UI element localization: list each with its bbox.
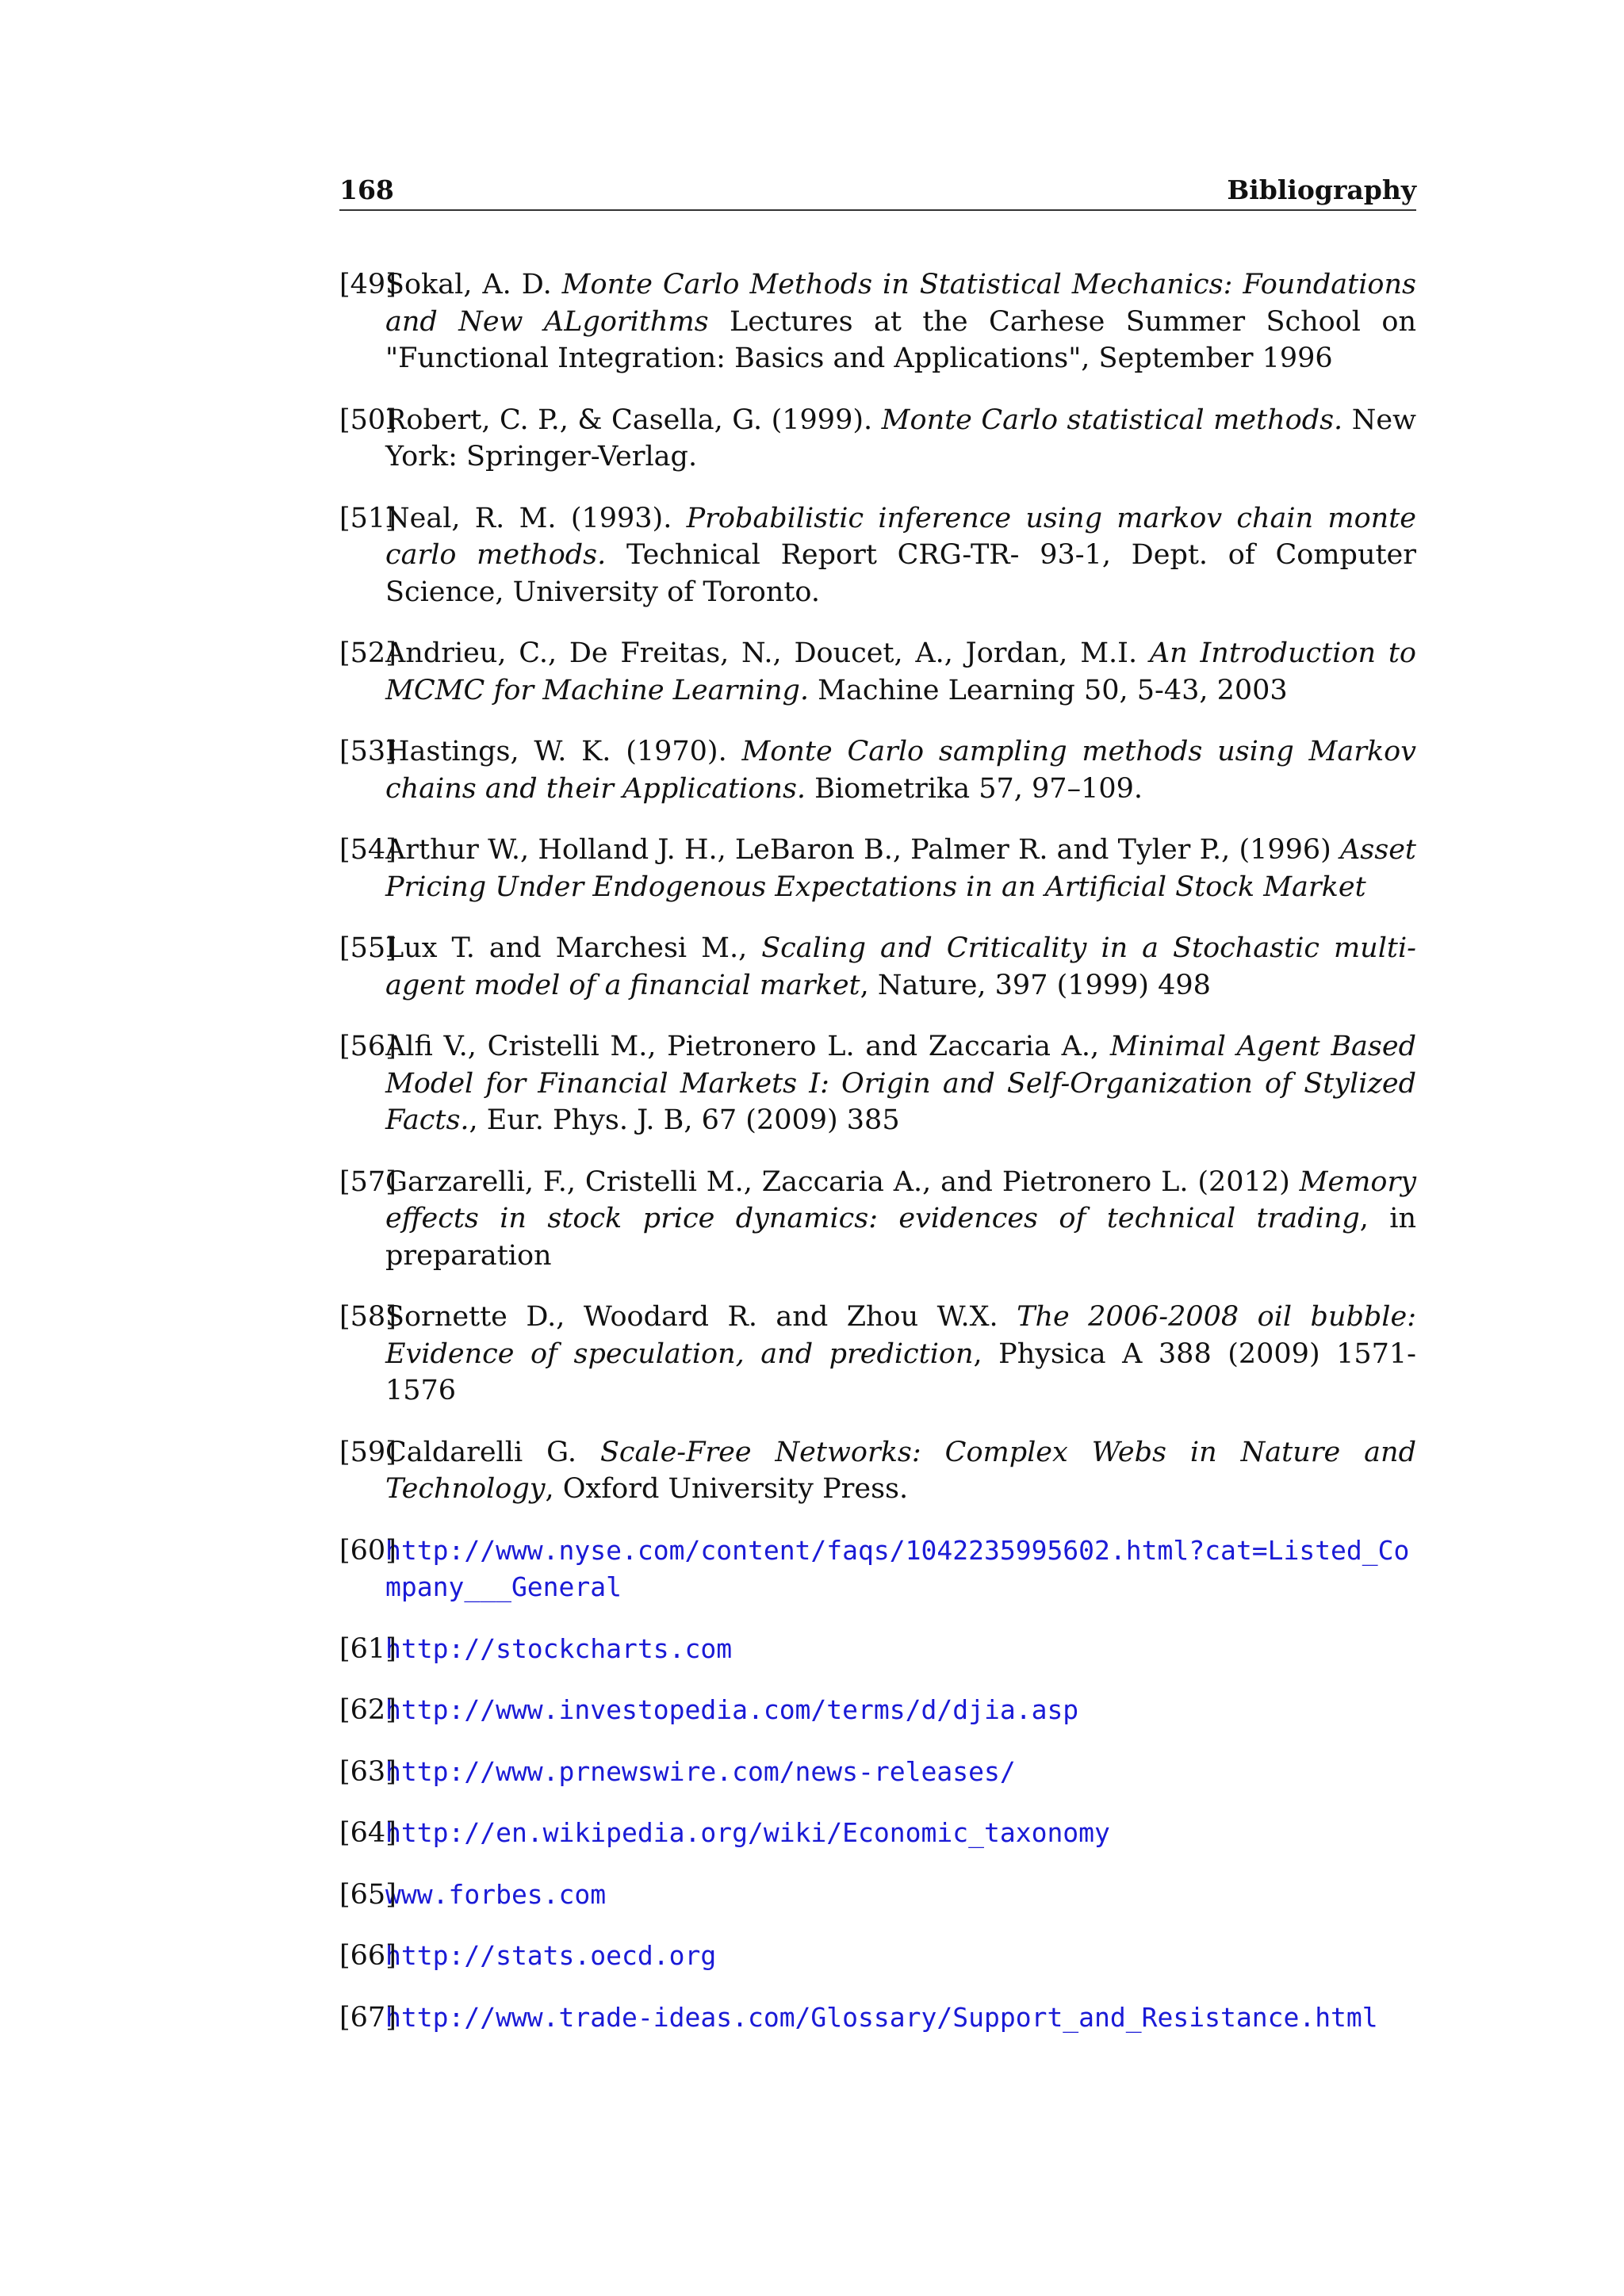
entry-details: Biometrika 57, 97–109. — [806, 772, 1143, 805]
entry-authors: Alfi V., Cristelli M., Pietronero L. and Zaccaria A., — [385, 1031, 1110, 1062]
entry-number: [54] — [339, 834, 396, 866]
bib-entry — [339, 500, 1416, 611]
reference-link[interactable]: http://www.investopedia.com/terms/d/djia.asp — [385, 1694, 1079, 1725]
entry-title: Monte Carlo statistical methods. — [881, 404, 1343, 436]
reference-link[interactable]: http://www.prnewswire.com/news-releases/ — [385, 1755, 1016, 1787]
entry-number: [53] — [339, 736, 396, 767]
bib-entry — [339, 930, 1416, 1004]
bib-entry — [339, 733, 1416, 807]
reference-link[interactable]: http://en.wikipedia.org/wiki/Economic_taxonomy — [385, 1817, 1110, 1848]
entry-number: [51] — [339, 502, 396, 534]
entry-number: [62] — [339, 1694, 396, 1726]
bib-entry — [339, 1299, 1416, 1410]
bib-link-entry — [339, 1692, 1416, 1729]
entry-number: [65] — [339, 1878, 396, 1911]
entry-title: The 2006-2008 oil bubble: Evidence of speculation, and prediction — [385, 1301, 1416, 1370]
entry-number: [52] — [339, 637, 396, 669]
bib-link-entry — [339, 1938, 1416, 1975]
entry-number: [56] — [339, 1031, 396, 1062]
bib-link-entry — [339, 1999, 1416, 2037]
bib-entry — [339, 1434, 1416, 1508]
entry-number: [57] — [339, 1165, 396, 1198]
entry-authors: Hastings, W. K. (1970). — [385, 736, 742, 767]
bib-link-entry — [339, 1815, 1416, 1852]
bib-link-entry — [339, 1877, 1416, 1914]
entry-title: Monte Carlo Methods in Statistical Mechanics: Foundations and New ALgorithms — [385, 269, 1416, 338]
reference-link[interactable]: http://www.trade-ideas.com/Glossary/Support_and_Resistance.html — [385, 2001, 1378, 2033]
entry-details: , in preparation — [385, 1203, 1416, 1272]
entry-title: Probabilistic inference using markov chain monte carlo methods. — [385, 502, 1416, 571]
entry-number: [50] — [339, 404, 396, 436]
running-title: Bibliography — [1227, 174, 1416, 205]
entry-title: Memory effects in stock price dynamics: evidences of technical trading — [385, 1165, 1416, 1234]
entry-title: Monte Carlo sampling methods using Markov chains and their Applications. — [385, 736, 1416, 805]
bib-entry — [339, 1164, 1416, 1275]
entry-details: , Nature, 397 (1999) 498 — [860, 969, 1211, 1001]
entry-number: [61] — [339, 1632, 396, 1665]
entry-authors: Arthur W., Holland J. H., LeBaron B., Palmer R. and Tyler P., (1996) — [385, 834, 1341, 866]
reference-link[interactable]: http://stockcharts.com — [385, 1632, 733, 1664]
entry-number: [49] — [339, 269, 396, 300]
entry-number: [58] — [339, 1301, 396, 1333]
page-header — [339, 174, 1416, 211]
entry-authors: Garzarelli, F., Cristelli M., Zaccaria A., and Pietronero L. (2012) — [385, 1165, 1300, 1198]
entry-number: [67] — [339, 2001, 396, 2034]
entry-number: [66] — [339, 1940, 396, 1972]
entry-authors: Caldarelli G. — [385, 1436, 600, 1468]
entry-number: [59] — [339, 1436, 396, 1468]
entry-details: Machine Learning 50, 5-43, 2003 — [809, 674, 1288, 706]
entry-details: Technical Report CRG-TR- 93-1, Dept. of Computer Science, University of Toronto. — [385, 539, 1416, 608]
bib-link-entry — [339, 1754, 1416, 1791]
entry-authors: Neal, R. M. (1993). — [385, 502, 687, 534]
entry-title: Scaling and Criticality in a Stochastic multi-agent model of a financial market — [385, 932, 1417, 1001]
bib-link-entry — [339, 1533, 1416, 1606]
entry-authors: Robert, C. P., & Casella, G. (1999). — [385, 404, 882, 436]
entry-title: Asset Pricing Under Endogenous Expectations in an Artificial Stock Market — [385, 834, 1416, 903]
reference-link[interactable]: http://stats.oecd.org — [385, 1940, 717, 1971]
entry-details: Lectures at the Carhese Summer School on "Functional Integration: Basics and Applications", September 1996 — [385, 305, 1416, 374]
entry-details: New York: Springer-Verlag. — [385, 404, 1416, 473]
entry-authors: Andrieu, C., De Freitas, N., Doucet, A., Jordan, M.I. — [385, 637, 1150, 669]
entry-authors: Sornette D., Woodard R. and Zhou W.X. — [385, 1301, 1017, 1333]
entry-details: , Eur. Phys. J. B, 67 (2009) 385 — [469, 1104, 900, 1136]
bib-entry — [339, 635, 1416, 709]
entry-number: [55] — [339, 932, 396, 964]
entry-number: [63] — [339, 1755, 396, 1788]
reference-link[interactable]: www.forbes.com — [385, 1878, 607, 1910]
page-number: 168 — [339, 174, 394, 205]
bib-entry — [339, 1028, 1416, 1139]
entry-authors: Lux T. and Marchesi M., — [385, 932, 762, 964]
entry-number: [60] — [339, 1534, 396, 1567]
entry-title: Minimal Agent Based Model for Financial Markets I: Origin and Self-Organization of Stylized Facts. — [385, 1031, 1416, 1136]
bib-link-entry — [339, 1631, 1416, 1668]
bib-entry — [339, 266, 1416, 377]
entry-title: An Introduction to MCMC for Machine Learning. — [385, 637, 1416, 706]
reference-link[interactable]: http://www.nyse.com/content/faqs/1042235995602.html?cat=Listed_Company___General — [385, 1534, 1410, 1602]
entry-number: [64] — [339, 1817, 396, 1849]
bib-entry — [339, 832, 1416, 905]
bibliography-list — [339, 266, 1416, 2061]
entry-details: , Oxford University Press. — [545, 1473, 909, 1505]
entry-details: , Physica A 388 (2009) 1571-1576 — [385, 1337, 1416, 1406]
bib-entry — [339, 402, 1416, 476]
entry-authors: Sokal, A. D. — [385, 269, 562, 300]
entry-title: Scale-Free Networks: Complex Webs in Nature and Technology — [385, 1436, 1416, 1505]
